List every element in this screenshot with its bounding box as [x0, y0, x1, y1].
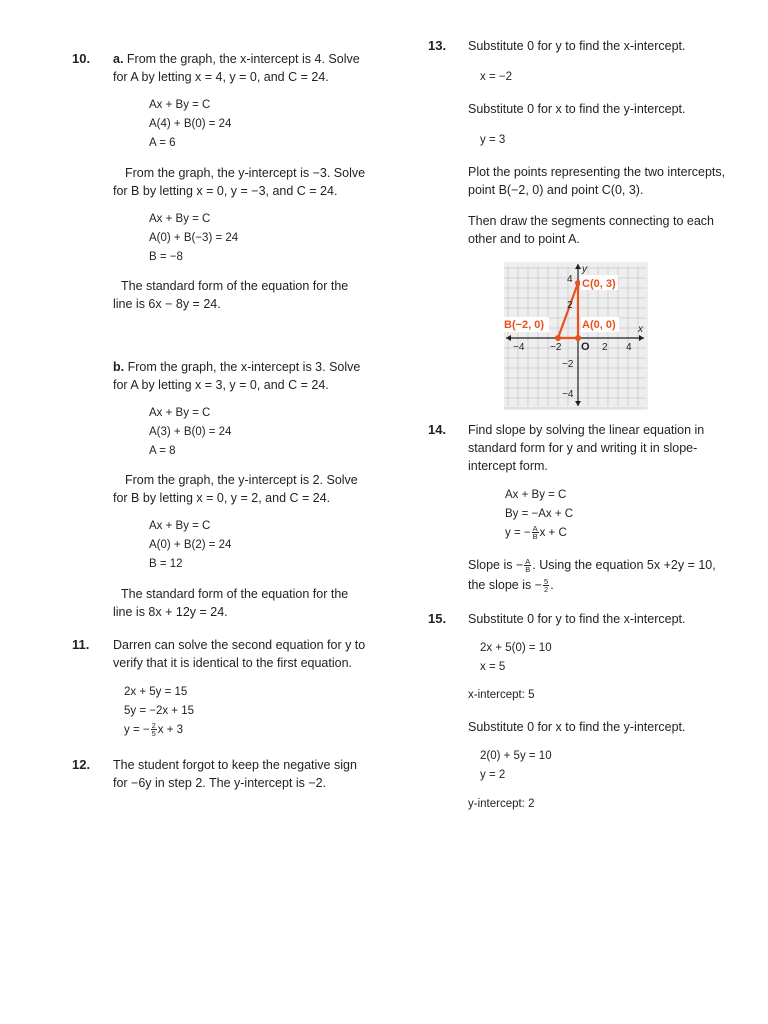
p10b-equations-1 — [149, 404, 231, 461]
point-b — [555, 335, 561, 341]
p10a-text: From the graph, the x-intercept is 4. Solve — [126, 52, 360, 66]
fraction — [532, 525, 539, 540]
p10a-equations-1 — [149, 96, 231, 153]
p10a-text: for A by letting x = 4, y = 0, and C = 24. — [113, 70, 329, 84]
fraction-numerator: A — [532, 524, 538, 534]
p10b-text: for A by letting x = 3, y = 0, and C = 24. — [113, 378, 329, 392]
x-tick-label: −2 — [550, 342, 562, 353]
p14-text: Slope is − — [468, 558, 524, 572]
p10b-text: From the graph, the x-intercept is 3. Solve — [127, 360, 361, 374]
p10b-text: line is 8x + 12y = 24. — [113, 605, 228, 619]
p10a-conclusion — [113, 277, 348, 313]
equation-line: y = 2 — [480, 769, 506, 781]
problem-11-text — [113, 636, 365, 672]
equation-line: 5y = −2x + 15 — [124, 705, 195, 717]
equation-line: A = 6 — [149, 137, 176, 149]
equation-line — [505, 524, 573, 543]
problem-13-number: 13. — [428, 38, 447, 53]
p14-text: intercept form. — [468, 459, 548, 473]
p14-text: . — [550, 578, 554, 592]
part-a-label: a. — [113, 52, 124, 66]
p14-text: . Using the equation 5x +2y = 10, — [532, 558, 716, 572]
p10b-para-2 — [113, 471, 358, 507]
p14-text: the slope is − — [468, 578, 543, 592]
fraction-numerator: 2 — [151, 721, 156, 731]
p10a-text: for B by letting x = 0, y = −3, and C = 24. — [113, 184, 338, 198]
problem-15-number: 15. — [428, 611, 447, 626]
p14-slope-text — [468, 556, 716, 594]
fraction-denominator: 5 — [151, 729, 156, 739]
equation-line: x = −2 — [480, 71, 512, 83]
equation-line: A(4) + B(0) = 24 — [149, 118, 232, 130]
p15-text: Substitute 0 for x to find the y-intercept. — [468, 720, 686, 734]
p11-text: verify that it is identical to the first equation. — [113, 656, 353, 670]
p15-equations-1 — [480, 639, 552, 677]
fraction-numerator: A — [525, 557, 531, 567]
x-intercept-result: x-intercept: 5 — [468, 689, 535, 701]
equation-line: A(0) + B(2) = 24 — [149, 539, 232, 551]
problem-10-number: 10. — [72, 51, 91, 66]
p13-para-plot — [468, 163, 725, 199]
p10b-equations-2 — [149, 517, 231, 574]
problem-14-text — [468, 421, 704, 475]
problem-12-number: 12. — [72, 757, 91, 772]
equation-line: Ax + By = C — [149, 407, 211, 419]
x-tick-label: −4 — [513, 342, 525, 353]
eq-part: y = − — [124, 724, 150, 736]
p12-text: for −6y in step 2. The y-intercept is −2. — [113, 776, 327, 790]
equation-line: A(3) + B(0) = 24 — [149, 426, 232, 438]
equation-line: A = 8 — [149, 445, 176, 457]
p14-text: Find slope by solving the linear equation in — [468, 423, 705, 437]
p11-text: Darren can solve the second equation for y to — [113, 638, 366, 652]
equation-line: Ax + By = C — [149, 213, 211, 225]
y-tick-label: −2 — [562, 359, 574, 370]
problem-12-text — [113, 756, 357, 792]
equation-line: Ax + By = C — [505, 489, 567, 501]
eq-part: x + C — [539, 527, 567, 539]
p13-text: Substitute 0 for y to find the x-intercept. — [468, 39, 686, 53]
point-c-label: C(0, 3) — [582, 278, 616, 290]
p15-text: Substitute 0 for y to find the x-intercept. — [468, 612, 686, 626]
part-b-label: b. — [113, 360, 125, 374]
fraction — [524, 558, 531, 573]
p13-text: other and to point A. — [468, 232, 580, 246]
eq-part: y = − — [505, 527, 531, 539]
origin-label: O — [581, 341, 590, 353]
y-tick-label: −4 — [562, 389, 574, 400]
equation-line: Ax + By = C — [149, 99, 211, 111]
equation-line: B = 12 — [149, 558, 183, 570]
equation-line: y = 3 — [480, 134, 506, 146]
fraction-denominator: B — [525, 565, 531, 575]
y-tick-label: 4 — [567, 274, 573, 285]
equation-line: 2x + 5y = 15 — [124, 686, 188, 698]
p10a-para-2 — [113, 164, 365, 200]
p14-equations — [505, 486, 573, 543]
equation-line: B = −8 — [149, 251, 183, 263]
equation-line: 2x + 5(0) = 10 — [480, 642, 552, 654]
p10a-text: From the graph, the y-intercept is −3. Solve — [125, 166, 366, 180]
y-intercept-result: y-intercept: 2 — [468, 798, 535, 810]
equation-line: By = −Ax + C — [505, 508, 574, 520]
p10a-text: The standard form of the equation for the — [121, 279, 349, 293]
p11-equations — [124, 683, 194, 740]
point-b-label: B(−2, 0) — [504, 319, 545, 331]
p15-equations-2 — [480, 747, 552, 785]
p13-text: Plot the points representing the two intercepts, — [468, 165, 726, 179]
p14-text: standard form for y and writing it in slope- — [468, 441, 698, 455]
y-tick-label: 2 — [567, 300, 573, 311]
x-tick-label: 4 — [626, 342, 632, 353]
x-axis-label: x — [638, 324, 643, 335]
p13-para-segments — [468, 212, 714, 248]
fraction-denominator: 2 — [544, 585, 549, 595]
equation-line — [124, 721, 194, 740]
fraction-numerator: 5 — [544, 577, 549, 587]
p13-text: point B(−2, 0) and point C(0, 3). — [468, 183, 644, 197]
p10b-text: for B by letting x = 0, y = 2, and C = 24. — [113, 491, 331, 505]
x-tick-label: 2 — [602, 342, 608, 353]
p10b-text: The standard form of the equation for the — [121, 587, 349, 601]
equation-line: Ax + By = C — [149, 520, 211, 532]
p12-text: The student forgot to keep the negative sign — [113, 758, 357, 772]
eq-part: x + 3 — [157, 724, 184, 736]
coordinate-graph — [500, 262, 648, 410]
fraction-denominator: B — [532, 532, 538, 542]
p10a-equations-2 — [149, 210, 238, 267]
problem-10b — [113, 358, 360, 394]
point-a-label: A(0, 0) — [582, 319, 616, 331]
equation-line: x = 5 — [480, 661, 506, 673]
p10b-conclusion — [113, 585, 348, 621]
fraction — [543, 578, 549, 593]
equation-line: 2(0) + 5y = 10 — [480, 750, 552, 762]
problem-11-number: 11. — [72, 637, 90, 652]
fraction — [151, 722, 157, 737]
equation-line: A(0) + B(−3) = 24 — [149, 232, 239, 244]
problem-10a — [113, 50, 360, 86]
p10a-text: line is 6x − 8y = 24. — [113, 297, 221, 311]
y-axis-label: y — [582, 264, 587, 275]
p13-text: Then draw the segments connecting to each — [468, 214, 714, 228]
p10b-text: From the graph, the y-intercept is 2. Solve — [125, 473, 358, 487]
problem-14-number: 14. — [428, 422, 447, 437]
p13-text: Substitute 0 for x to find the y-intercept. — [468, 102, 686, 116]
